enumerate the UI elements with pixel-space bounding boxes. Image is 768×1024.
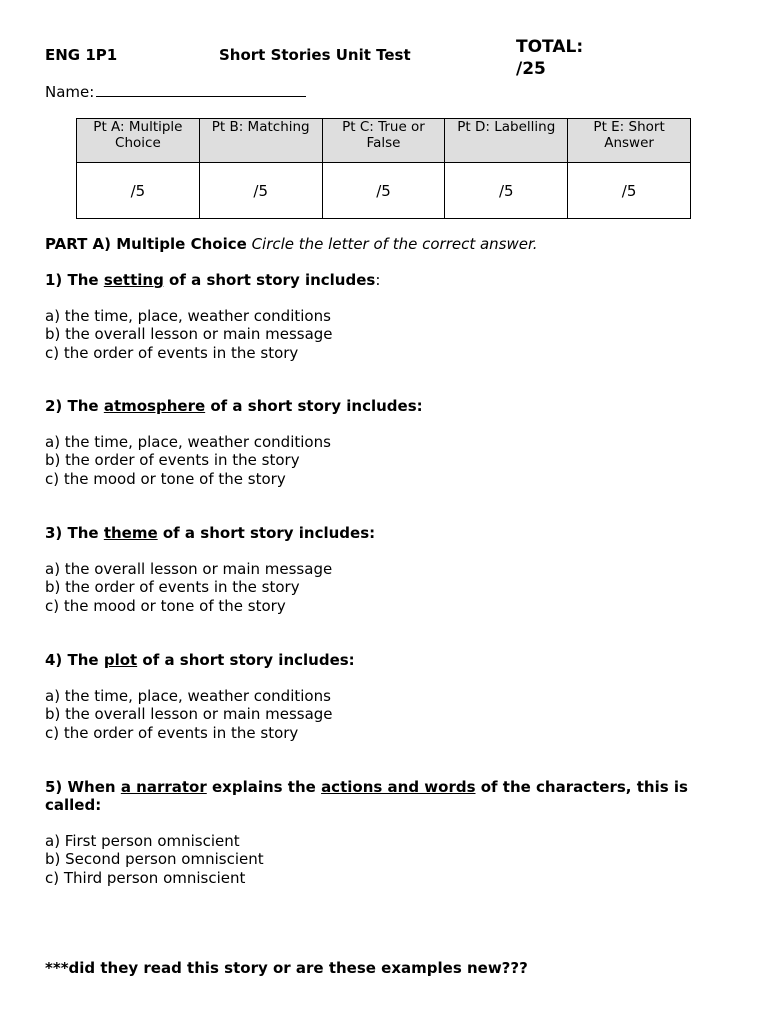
question-key-term: atmosphere [103, 397, 206, 415]
question-text: 2) The [45, 397, 104, 415]
answer-option[interactable]: c) the mood or tone of the story [45, 469, 286, 488]
total-score [516, 36, 583, 80]
score-table-header-row [77, 119, 691, 163]
score-column-header: Pt B: Matching [199, 119, 322, 163]
test-title: Short Stories Unit Test [219, 46, 411, 64]
question-text: of the characters, this is called: [45, 778, 688, 814]
answer-option[interactable]: b) the overall lesson or main message [45, 705, 333, 724]
answer-option[interactable]: c) the order of events in the story [45, 723, 299, 742]
question-text: 4) The [45, 651, 104, 669]
part-a-title: PART A) Multiple Choice [45, 235, 247, 253]
name-label: Name: [45, 83, 95, 101]
score-cell: /5 [199, 163, 322, 219]
question-text: of a short story includes: [157, 524, 376, 542]
question-1-options [45, 307, 333, 362]
score-cell: /5 [568, 163, 691, 219]
question-key-term: theme [103, 524, 158, 542]
question-3 [45, 524, 725, 542]
name-blank-line[interactable] [96, 82, 306, 97]
question-key-term: a narrator [120, 778, 207, 796]
question-2-options [45, 433, 331, 488]
part-a-heading [45, 235, 538, 253]
question-key-term: setting [103, 271, 164, 289]
score-column-header: Pt A: Multiple Choice [77, 119, 200, 163]
answer-option[interactable]: a) First person omniscient [45, 832, 240, 850]
course-code: ENG 1P1 [45, 46, 118, 64]
question-4 [45, 651, 725, 669]
answer-option[interactable]: c) the mood or tone of the story [45, 596, 286, 615]
answer-option[interactable]: b) the overall lesson or main message [45, 325, 333, 344]
name-field [45, 82, 306, 101]
question-text: 5) When [45, 778, 121, 796]
score-column-header: Pt C: True or False [322, 119, 445, 163]
total-value: /25 [516, 59, 546, 79]
question-text: 3) The [45, 524, 104, 542]
answer-option[interactable]: b) the order of events in the story [45, 451, 300, 470]
question-1 [45, 271, 725, 289]
answer-option[interactable]: a) the time, place, weather conditions [45, 687, 331, 705]
question-3-options [45, 560, 332, 615]
question-text: of a short story includes: [205, 397, 423, 415]
answer-option[interactable]: b) Second person omniscient [45, 850, 264, 869]
score-table [76, 118, 691, 219]
question-text: of a short story includes [163, 271, 376, 289]
answer-option[interactable]: a) the time, place, weather conditions [45, 307, 331, 325]
question-text: of a short story includes: [137, 651, 355, 669]
question-text: 1) The [45, 271, 104, 289]
total-label: TOTAL: [516, 37, 584, 57]
question-5 [45, 778, 725, 814]
answer-option[interactable]: a) the time, place, weather conditions [45, 433, 331, 451]
score-cell: /5 [77, 163, 200, 219]
score-column-header: Pt E: Short Answer [568, 119, 691, 163]
answer-option[interactable]: c) the order of events in the story [45, 343, 299, 362]
answer-option[interactable]: a) the overall lesson or main message [45, 560, 333, 578]
question-key-term: plot [103, 651, 138, 669]
teacher-note: ***did they read this story or are these examples new??? [45, 959, 528, 977]
answer-option[interactable]: b) the order of events in the story [45, 578, 300, 597]
score-cell: /5 [322, 163, 445, 219]
question-4-options [45, 687, 333, 742]
question-key-term: actions and words [321, 778, 476, 796]
question-2 [45, 397, 725, 415]
question-5-options [45, 832, 264, 887]
score-column-header: Pt D: Labelling [445, 119, 568, 163]
part-a-instruction: Circle the letter of the correct answer. [251, 235, 538, 253]
score-cell: /5 [445, 163, 568, 219]
question-punctuation: : [375, 271, 381, 289]
score-table-row [77, 163, 691, 219]
question-text: explains the [206, 778, 322, 796]
answer-option[interactable]: c) Third person omniscient [45, 868, 246, 887]
